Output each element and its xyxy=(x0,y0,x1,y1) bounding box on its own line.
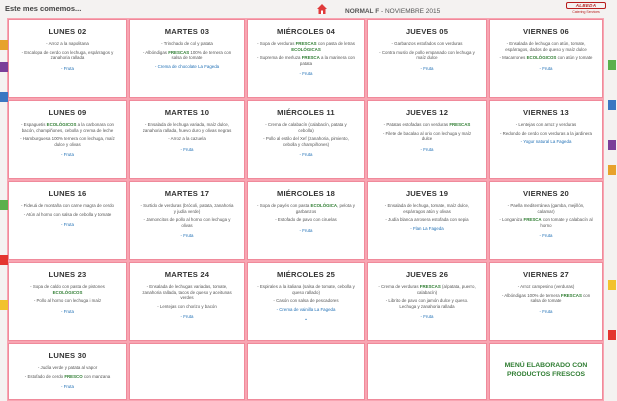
dish-text: - Surtido de verduras (brócoli, patata, zanahoria y judía verde) xyxy=(140,203,234,214)
dish-item xyxy=(18,365,117,371)
dish-text: - Paella mediterránea (gamba, mejillón, calamar) xyxy=(507,203,585,214)
color-stripe xyxy=(608,280,616,290)
color-stripe xyxy=(0,92,8,102)
fruit-label: - Fruta xyxy=(420,65,434,71)
dish-item xyxy=(377,203,477,214)
empty-day-card xyxy=(367,343,487,400)
dish-item xyxy=(499,217,593,228)
dish-text: - Albóndigas xyxy=(142,49,169,55)
dish-text: - Patatas estofadas con verduras xyxy=(383,122,450,127)
fruit-label: • xyxy=(305,317,307,323)
dish-text: - Arroz campesino (verduras) xyxy=(517,284,575,289)
dish-text: - Hamburguesa 100% ternera con lechuga, maíz dulce y olivas xyxy=(20,136,115,147)
dish-text: con pasta de letras xyxy=(316,41,355,46)
highlight-text: FRESCAS xyxy=(419,284,441,289)
color-stripe xyxy=(0,300,8,310)
fruit-label: - Fruta xyxy=(61,384,74,390)
day-card xyxy=(129,19,245,98)
dish-list xyxy=(130,36,244,69)
dish-list xyxy=(368,117,486,142)
day-heading: LUNES 09 xyxy=(48,108,87,117)
header xyxy=(0,0,617,18)
fruit-label: - Fruta xyxy=(420,146,434,152)
fruit-label: - Fruta xyxy=(61,222,74,228)
dish-item xyxy=(257,298,355,304)
dish-item xyxy=(257,203,355,214)
dish-text: - Lentejas con arroz y verduras xyxy=(515,122,577,127)
dish-list xyxy=(9,198,126,217)
dish-item xyxy=(139,217,235,228)
highlight-text: FRESCAS xyxy=(449,122,471,127)
dish-text: - Albóndigas 100% de ternera xyxy=(501,292,561,298)
day-heading: VIERNES 06 xyxy=(523,27,569,36)
dish-text: - Filete de bacalao al orio con lechuga y maíz dulce xyxy=(382,130,472,142)
dish-text: - Estofado de cerdo xyxy=(24,373,65,379)
dish-item xyxy=(18,298,117,304)
fruit-label: - Fruta xyxy=(299,152,313,158)
dessert-text: - Flan La Fageda xyxy=(410,225,444,231)
color-stripe xyxy=(608,60,616,70)
dish-text: - Lentejas con chorizo y bacón xyxy=(157,303,217,309)
dish-item xyxy=(18,136,117,147)
dish-item xyxy=(139,304,235,310)
dish-item xyxy=(257,41,355,52)
day-card xyxy=(247,19,365,98)
dish-text: - Ensalada de lechuga, tomate, maíz dulce, espárragos atún y olivas xyxy=(384,203,470,214)
highlight-text: FRESCA xyxy=(301,55,320,61)
dish-item xyxy=(377,122,477,128)
dish-list xyxy=(130,117,244,142)
color-stripe xyxy=(608,165,616,175)
dish-list xyxy=(130,198,244,228)
dish-list xyxy=(9,36,126,61)
dish-text: a la carbonara con bacón, champiñones, cebolla y crema de leche xyxy=(21,122,114,133)
fruit-label: - Fruta xyxy=(180,314,194,320)
day-heading: VIERNES 27 xyxy=(523,270,569,279)
highlight-text: FRESCA xyxy=(523,217,542,223)
dish-item xyxy=(139,41,235,47)
dish-item xyxy=(499,131,593,137)
dish-text: - Pollo al estilo del Xef (zanahoria, pimiento, cebolla y champiñones) xyxy=(263,136,349,147)
dish-list xyxy=(490,279,602,304)
color-stripe xyxy=(0,200,8,210)
dish-list xyxy=(248,279,364,312)
dish-text: - Ensalada de lechugas variadas, tomate, zanahoria rallada, tacos de queso y aceitunas verdes xyxy=(142,284,232,301)
day-heading: LUNES 02 xyxy=(48,27,87,36)
dish-item xyxy=(257,284,355,295)
highlight-text: FRESCO xyxy=(64,373,83,379)
day-heading: JUEVES 12 xyxy=(405,108,449,117)
fruit-label: - Fruta xyxy=(539,233,553,239)
day-card xyxy=(129,262,245,341)
day-heading: VIERNES 20 xyxy=(523,189,569,198)
day-card xyxy=(8,343,127,400)
dish-text: - Redondo de cerdo con verduras a la jardinera xyxy=(499,130,592,136)
dish-text: - Crema de calabacín (calabacín, patata y cebolla) xyxy=(265,122,347,133)
dish-item xyxy=(18,50,117,61)
dish-item xyxy=(257,217,355,223)
dish-item xyxy=(139,122,235,133)
highlight-text: ECOLÓGICAS xyxy=(291,46,321,52)
dessert-text: - Yogur natural La Fageda xyxy=(520,139,572,145)
color-stripe xyxy=(0,255,8,265)
dish-text: - Longaniza xyxy=(499,217,524,223)
company-logo xyxy=(566,2,606,16)
day-heading: JUEVES 26 xyxy=(405,270,449,279)
day-card xyxy=(489,262,603,341)
dish-text: - Casón con salsa de pescadores xyxy=(273,298,339,304)
dish-text: 100% de ternera con salsa de tomate xyxy=(171,49,232,61)
dish-text: - Atún al horno con salsa de cebolla y tomate xyxy=(23,211,112,217)
menu-title xyxy=(345,8,440,15)
dish-item xyxy=(377,217,477,223)
highlight-text: ECOLÓGICOS xyxy=(526,55,557,61)
fruit-label: - Fruta xyxy=(299,227,313,233)
color-stripe xyxy=(608,100,616,110)
dish-item xyxy=(377,284,477,295)
dish-item xyxy=(499,139,593,145)
dish-list xyxy=(9,279,126,304)
dish-text: - Sopa de payés con pasta xyxy=(257,203,311,208)
day-card xyxy=(8,181,127,260)
day-card xyxy=(8,100,127,179)
fruit-label: - Fruta xyxy=(180,146,194,152)
dish-item xyxy=(257,122,355,133)
dessert-text: - Crema de chocolate La Fageda xyxy=(154,63,220,69)
highlight-text: ECOLÓGICOS xyxy=(52,289,83,295)
dish-text: - Arroz a la napolitana xyxy=(46,41,89,46)
dish-text: - Judía blanca arrosera estofada con sepia xyxy=(385,217,469,223)
menu-calendar-grid xyxy=(7,18,604,401)
day-card xyxy=(8,262,127,341)
dish-list xyxy=(368,279,486,309)
dish-text: - Judía verde y patata al vapor xyxy=(37,365,98,370)
day-card xyxy=(367,19,487,98)
dish-text: - Crema de verduras xyxy=(378,284,420,289)
dish-item xyxy=(257,136,355,147)
dish-text: - Contra muslo de pollo empanado con lechuga y maíz dulce xyxy=(379,49,475,61)
fruit-label: - Fruta xyxy=(420,314,434,320)
dish-text: con manzana xyxy=(82,373,111,379)
dish-text: - Ensalada de lechuga con atún, tomate, espárragos, dados de queso y maíz dulce xyxy=(505,41,587,52)
dish-item xyxy=(377,41,477,47)
color-stripe xyxy=(0,62,8,72)
dish-text: , pelota y garbanzos xyxy=(295,203,355,214)
dish-item xyxy=(499,293,593,304)
home-icon xyxy=(316,3,328,15)
dish-list xyxy=(368,36,486,61)
day-heading: MARTES 10 xyxy=(164,108,210,117)
fruit-label: - Fruta xyxy=(61,308,74,314)
dish-item xyxy=(257,55,355,66)
dish-text: - Ensalada de lechuga variada, maíz dulce, zanahoria rallada, huevo duro y olivas negras xyxy=(142,122,232,133)
day-heading: LUNES 16 xyxy=(48,189,87,198)
dish-text: - Estofado de pavo con ciruelas xyxy=(275,217,337,223)
day-heading: MIÉRCOLES 11 xyxy=(277,108,335,117)
dish-list xyxy=(368,198,486,231)
dish-text: con atún y tomate xyxy=(556,55,593,61)
dish-text: a la marinera con patata xyxy=(299,55,355,66)
fruit-label: - Fruta xyxy=(539,65,553,71)
day-heading: VIERNES 13 xyxy=(523,108,569,117)
dish-item xyxy=(377,226,477,232)
day-card xyxy=(489,19,603,98)
color-stripe xyxy=(608,330,616,340)
dish-list xyxy=(490,117,602,145)
menu-month: - NOVIEMBRE 2015 xyxy=(379,8,441,15)
day-heading: MIÉRCOLES 04 xyxy=(276,27,336,36)
fresh-products-note: MENÚ ELABORADO CON PRODUCTOS FRESCOS xyxy=(504,362,588,378)
day-heading: JUEVES 05 xyxy=(405,27,449,36)
dish-item xyxy=(139,203,235,214)
day-heading: MARTES 17 xyxy=(164,189,210,198)
day-card xyxy=(367,262,487,341)
day-card xyxy=(247,181,365,260)
logo-mark: ALBEDA xyxy=(566,2,606,9)
empty-day-card xyxy=(129,343,245,400)
dish-text: - Arroz a la cazuela xyxy=(168,136,206,142)
dish-list xyxy=(9,360,126,379)
dish-list xyxy=(248,36,364,66)
day-card xyxy=(247,100,365,179)
dish-item xyxy=(18,41,117,47)
color-stripe xyxy=(0,40,8,50)
dish-text: - Pollo al horno con lechuga i maíz xyxy=(33,298,102,304)
highlight-text: FRESCAS xyxy=(295,41,317,46)
dish-item xyxy=(18,374,117,380)
day-heading: JUEVES 19 xyxy=(405,189,449,198)
dish-item xyxy=(377,131,477,142)
day-heading: LUNES 23 xyxy=(48,270,87,279)
dish-item xyxy=(139,136,235,142)
dish-text: - Espirales a la italiana (salsa de tomate, cebolla y queso rallado) xyxy=(257,284,355,295)
day-heading: MIÉRCOLES 18 xyxy=(276,189,336,198)
page-title: Este mes comemos... xyxy=(5,4,82,13)
dish-item xyxy=(499,122,593,128)
dish-text: - Fideuá de montaña con carne magra de cerdo xyxy=(21,203,114,208)
dish-text: - Escalopa de cerdo con lechuga, espárragos y zanahoria rallada xyxy=(21,49,114,61)
fruit-label: - Fruta xyxy=(180,233,194,239)
dish-text: - Sopa de verduras xyxy=(257,41,296,46)
dish-item xyxy=(499,55,593,61)
dish-text: - Sopa de caldo con pasta de pistones xyxy=(30,284,105,289)
day-card xyxy=(367,181,487,260)
dish-text: - Jamoncitos de pollo al horno con lechuga y olivas xyxy=(143,217,231,228)
dish-text: - Garbanzos estofados con verduras xyxy=(391,41,463,46)
dish-item xyxy=(499,41,593,52)
dish-list xyxy=(490,36,602,61)
dish-item xyxy=(377,50,477,61)
dish-item xyxy=(139,64,235,70)
empty-day-card xyxy=(247,343,365,400)
day-heading: MARTES 24 xyxy=(164,270,210,279)
dish-item xyxy=(257,307,355,313)
dish-text: - Suprema de merluza xyxy=(257,55,302,61)
fresh-products-note-card xyxy=(489,343,603,400)
dish-list xyxy=(490,198,602,228)
day-card xyxy=(129,100,245,179)
dish-text: - Macarrones xyxy=(499,55,527,61)
dish-item xyxy=(377,298,477,309)
day-card xyxy=(489,181,603,260)
dish-list xyxy=(130,279,244,309)
dish-text: - Trinchado de col y patata xyxy=(161,41,213,46)
dish-text: con tomate y calabacín al horno xyxy=(540,217,593,228)
dish-text: con salsa de tomate xyxy=(530,292,591,304)
fruit-label: - Fruta xyxy=(61,152,74,158)
day-card xyxy=(129,181,245,260)
highlight-text: ECOLÓGICOS xyxy=(46,122,77,127)
highlight-text: FRESCAS xyxy=(560,292,582,298)
fruit-label: - Fruta xyxy=(539,308,553,314)
highlight-text: ECOLÓGICA xyxy=(310,203,338,208)
dish-item xyxy=(499,284,593,290)
day-heading: LUNES 30 xyxy=(48,351,87,360)
dish-list xyxy=(9,117,126,147)
dish-item xyxy=(18,212,117,218)
fruit-label: - Fruta xyxy=(61,65,74,71)
dish-list xyxy=(248,117,364,147)
day-card xyxy=(367,100,487,179)
dish-text: - Espaguetis xyxy=(21,122,47,127)
dish-item xyxy=(18,203,117,209)
color-stripe xyxy=(608,140,616,150)
day-card xyxy=(247,262,365,341)
dish-list xyxy=(248,198,364,223)
dish-text: - Librito de pavo con jamón dulce y queso. Lechuga y zanahoria rallada xyxy=(385,298,469,309)
fruit-label: - Fruta xyxy=(299,71,313,77)
dish-item xyxy=(499,203,593,214)
dish-item xyxy=(18,284,117,295)
dish-item xyxy=(18,122,117,133)
dish-item xyxy=(139,50,235,61)
logo-subtext: Catering Services xyxy=(572,10,600,14)
highlight-text: FRESCAS xyxy=(168,49,190,55)
dish-item xyxy=(139,284,235,301)
day-card xyxy=(489,100,603,179)
dessert-text: - Crema de vainilla La Fageda xyxy=(276,306,336,312)
menu-type: NORMAL F xyxy=(345,8,380,15)
day-card xyxy=(8,19,127,98)
dish-text: (a/patata, puerro, calabacín) xyxy=(416,284,476,295)
day-heading: MARTES 03 xyxy=(164,27,210,36)
day-heading: MIÉRCOLES 25 xyxy=(276,270,336,279)
